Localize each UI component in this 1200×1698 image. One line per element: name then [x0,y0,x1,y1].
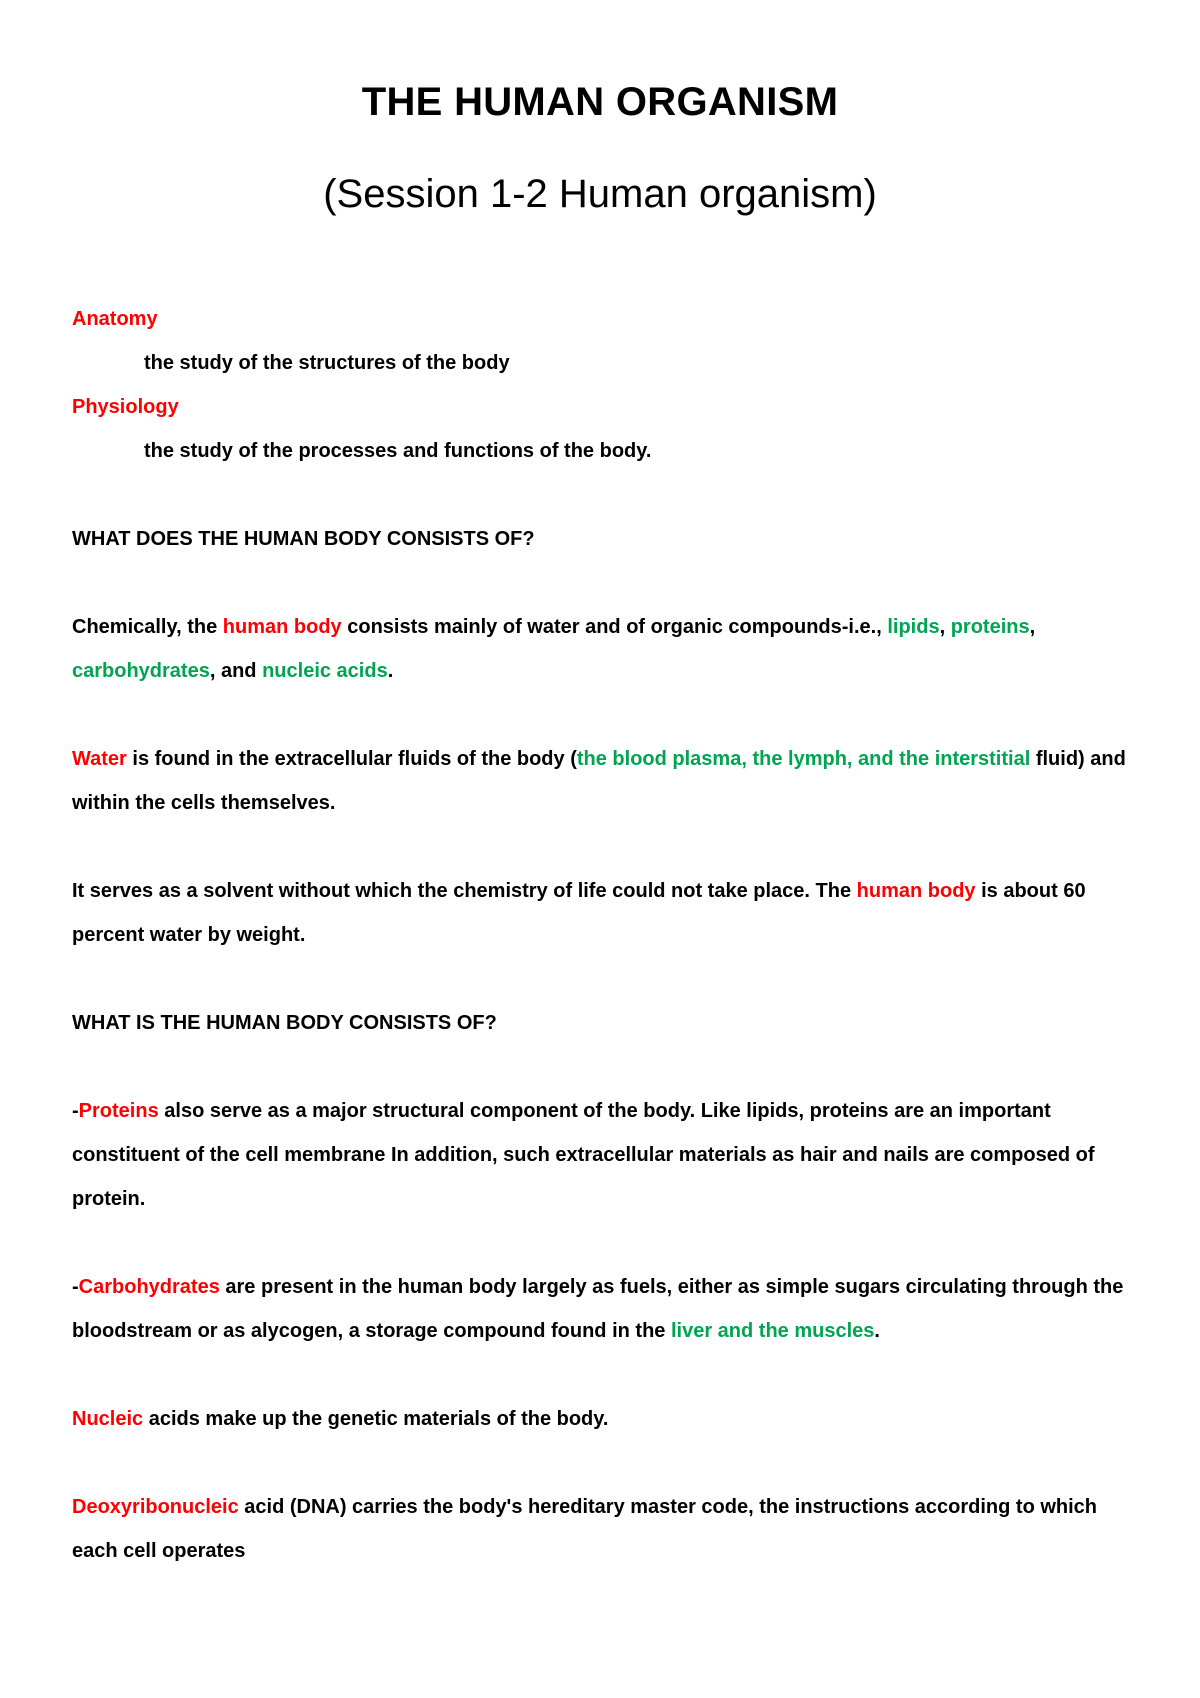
text-run: , [1029,616,1036,638]
definition-anatomy: the study of the structures of the body [144,352,510,374]
paragraph-solvent [72,869,1142,957]
paragraph-water [72,737,1142,825]
spacer [72,1353,1142,1397]
keyword-human-body: human body [856,880,976,902]
spacer [72,693,1142,737]
keyword-human-body: human body [222,616,342,638]
keyword-carbohydrates: carbohydrates [72,660,210,682]
text-run: . [874,1320,880,1342]
paragraph-chemical-composition [72,605,1142,693]
paragraph-carbohydrates [72,1265,1142,1353]
text-run: , [939,616,951,638]
text-run: also serve as a major structural component of the body. Like lipids, proteins are an important constituent of the cell membrane In addition, such extracellular materials as hair and nails are composed of protein. [72,1100,1095,1210]
term-anatomy: Anatomy [72,308,158,330]
text-run: are present in the human body largely as fuels, either as simple sugars circulating through the bloodstream or as alycogen, a storage compound found in the [72,1276,1124,1342]
text-run: acids make up the genetic materials of the body. [143,1408,609,1430]
section-heading-2: WHAT IS THE HUMAN BODY CONSISTS OF? [72,1012,497,1034]
spacer [72,1045,1142,1089]
definition-physiology: the study of the processes and functions of the body. [144,440,652,462]
spacer [72,825,1142,869]
page-subtitle: (Session 1-2 Human organism) [323,172,877,216]
spacer [72,561,1142,605]
spacer [72,1221,1142,1265]
spacer [72,1441,1142,1485]
keyword-proteins: Proteins [78,1100,159,1122]
text-run: is found in the extracellular fluids of the body ( [126,748,577,770]
spacer [72,473,1142,517]
paragraph-proteins [72,1089,1142,1221]
spacer [72,957,1142,1001]
keyword-liver-muscles: liver and the muscles [670,1320,875,1342]
keyword-proteins: proteins [950,616,1030,638]
keyword-water: Water [72,748,127,770]
term-physiology: Physiology [72,396,179,418]
text-run: consists mainly of water and of organic compounds-i.e., [341,616,888,638]
section-heading-1: WHAT DOES THE HUMAN BODY CONSISTS OF? [72,528,535,550]
text-run: fluid) and within the cells themselves. [72,748,1126,814]
keyword-deoxyribonucleic: Deoxyribonucleic [72,1496,239,1518]
text-run: , and [209,660,263,682]
document-body [72,297,1142,1573]
keyword-carbohydrates: Carbohydrates [78,1276,220,1298]
text-run: is about 60 percent water by weight. [72,880,1086,946]
keyword-nucleic-acids: nucleic acids [262,660,388,682]
text-run: Chemically, the [72,616,223,638]
keyword-lipids: lipids [887,616,940,638]
text-run: - [72,1276,79,1298]
paragraph-dna [72,1485,1142,1573]
page-title: THE HUMAN ORGANISM [361,80,839,124]
text-run: . [387,660,394,682]
text-run: - [72,1100,79,1122]
keyword-extracellular-fluids: the blood plasma, the lymph, and the interstitial [576,748,1031,770]
keyword-nucleic: Nucleic [72,1408,144,1430]
text-run: It serves as a solvent without which the chemistry of life could not take place. The [72,880,857,902]
paragraph-nucleic-acids [72,1397,1142,1441]
text-run: acid (DNA) carries the body's hereditary master code, the instructions according to which each cell operates [72,1496,1098,1562]
